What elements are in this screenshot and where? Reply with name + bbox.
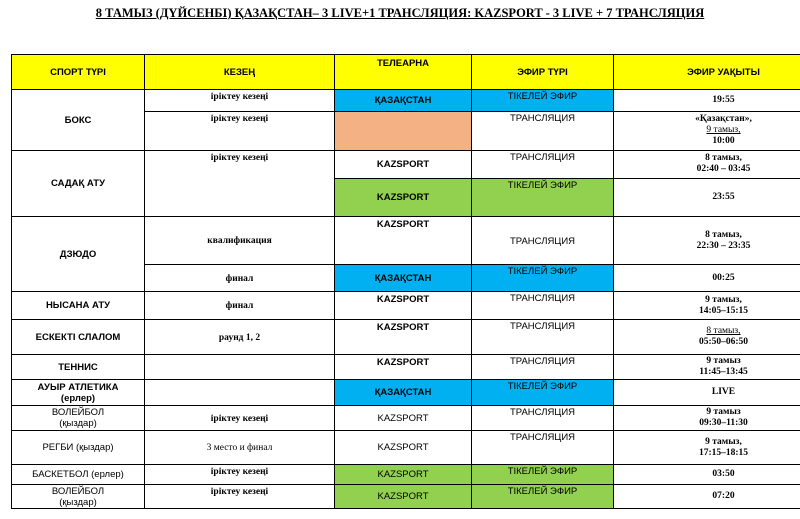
time-line: 11:45–13:45 (699, 367, 748, 377)
time-cell (614, 320, 800, 355)
type-cell: ТІКЕЛЕЙ ЭФИР (472, 380, 614, 406)
header-channel: ТЕЛЕАРНА (335, 55, 472, 90)
time-line: 14:05–15:15 (698, 305, 749, 316)
sport-cell: САДАҚ АТУ (12, 151, 145, 217)
header-sport: СПОРТ ТҮРІ (12, 55, 145, 90)
channel-cell: KAZSPORT (335, 431, 472, 465)
time-cell (614, 292, 800, 320)
time-line: «Қазақстан», (695, 114, 752, 124)
table-row (12, 292, 800, 320)
time-line: 9 тамыз (706, 356, 741, 366)
sport-cell: ТЕННИС (12, 355, 145, 380)
sport-cell: БАСКЕТБОЛ (ерлер) (12, 465, 145, 485)
time-cell (614, 406, 800, 431)
channel-cell: KAZSPORT (335, 406, 472, 431)
stage-cell: 3 место и финал (145, 431, 335, 465)
stage-cell: раунд 1, 2 (145, 320, 335, 355)
sport-line: ВОЛЕЙБОЛ (51, 407, 105, 418)
type-cell: ТРАНСЛЯЦИЯ (472, 431, 614, 465)
channel-cell: KAZSPORT (335, 355, 472, 380)
broadcast-schedule-table (11, 54, 800, 509)
time-cell: 00:25 (614, 265, 800, 292)
time-line: 9 тамыз, (705, 436, 742, 447)
time-cell (614, 151, 800, 179)
channel-cell: KAZSPORT (335, 217, 472, 265)
sport-line: АУЫР АТЛЕТИКА (37, 381, 119, 393)
time-line: 17:15–18:15 (698, 447, 749, 458)
sport-line: (қыздар) (59, 418, 97, 429)
stage-cell: іріктеу кезеңі (145, 406, 335, 431)
time-cell: 03:50 (614, 465, 800, 485)
time-cell: 19:55 (614, 90, 800, 112)
type-cell: ТІКЕЛЕЙ ЭФИР (472, 179, 614, 217)
time-cell: 07:20 (614, 485, 800, 509)
stage-cell (145, 355, 335, 380)
channel-cell: KAZSPORT (335, 485, 472, 509)
time-line: 10:00 (712, 136, 735, 146)
table-row (12, 90, 800, 112)
channel-cell: ҚАЗАҚСТАН (335, 265, 472, 292)
time-cell: 23:55 (614, 179, 800, 217)
table-row (12, 217, 800, 265)
channel-cell: ҚАЗАҚСТАН (335, 380, 472, 406)
type-cell: ТРАНСЛЯЦИЯ (472, 320, 614, 355)
time-line: 8 тамыз, (706, 326, 741, 336)
type-cell: ТІКЕЛЕЙ ЭФИР (472, 90, 614, 112)
table-row (12, 485, 800, 509)
sport-line: ВОЛЕЙБОЛ (51, 485, 105, 497)
type-cell: ТІКЕЛЕЙ ЭФИР (472, 265, 614, 292)
type-cell: ТРАНСЛЯЦИЯ (472, 112, 614, 151)
stage-cell: іріктеу кезеңі (145, 90, 335, 112)
time-line: 22:30 – 23:35 (696, 240, 751, 251)
type-cell: ТРАНСЛЯЦИЯ (472, 151, 614, 179)
time-line: 8 тамыз, (705, 153, 742, 163)
table-row (12, 406, 800, 431)
channel-cell (335, 112, 472, 151)
channel-cell: ҚАЗАҚСТАН (335, 90, 472, 112)
sport-cell: НЫСАНА АТУ (12, 292, 145, 320)
header-type: ЭФИР ТҮРІ (472, 55, 614, 90)
sport-line: (қыздар) (59, 496, 97, 508)
sport-cell: ЕСКЕКТІ СЛАЛОМ (12, 320, 145, 355)
table-row (12, 320, 800, 355)
header-time: ЭФИР УАҚЫТЫ (614, 55, 800, 90)
time-line: 09:30–11:30 (699, 418, 748, 428)
time-cell (614, 431, 800, 465)
table-row (12, 380, 800, 406)
time-line: 8 тамыз, (705, 229, 742, 240)
stage-cell: іріктеу кезеңі (145, 485, 335, 509)
table-row (12, 431, 800, 465)
time-line: 05:50–06:50 (698, 337, 749, 347)
channel-cell: KAZSPORT (335, 465, 472, 485)
table-row (12, 465, 800, 485)
channel-cell: KAZSPORT (335, 179, 472, 217)
type-cell: ТРАНСЛЯЦИЯ (472, 292, 614, 320)
sport-cell (12, 485, 145, 509)
time-cell (614, 112, 800, 151)
stage-cell: финал (145, 292, 335, 320)
time-cell (614, 355, 800, 380)
time-line: 02:40 – 03:45 (696, 164, 751, 174)
sport-cell: БОКС (12, 90, 145, 151)
table-row (12, 355, 800, 380)
channel-cell: KAZSPORT (335, 320, 472, 355)
channel-cell: KAZSPORT (335, 151, 472, 179)
header-row (12, 55, 800, 90)
sport-cell: ДЗЮДО (12, 217, 145, 292)
time-line: 9 тамыз (706, 407, 741, 417)
type-cell: ТРАНСЛЯЦИЯ (472, 355, 614, 380)
time-line: 9 тамыз, (706, 125, 741, 135)
sport-cell: РЕГБИ (қыздар) (12, 431, 145, 465)
type-cell: ТРАНСЛЯЦИЯ (472, 406, 614, 431)
time-cell: LIVE (614, 380, 800, 406)
sport-cell (12, 380, 145, 406)
time-line: 9 тамыз, (705, 294, 742, 305)
sport-cell (12, 406, 145, 431)
stage-cell (145, 380, 335, 406)
header-stage: КЕЗЕҢ (145, 55, 335, 90)
type-cell: ТІКЕЛЕЙ ЭФИР (472, 465, 614, 485)
stage-cell: іріктеу кезеңі (145, 112, 335, 151)
type-cell: ТІКЕЛЕЙ ЭФИР (472, 485, 614, 509)
stage-cell: квалификация (145, 217, 335, 265)
page-title: 8 ТАМЫЗ (ДҮЙСЕНБІ) ҚАЗАҚСТАН– 3 LIVE+1 ТРАНСЛЯЦИЯ: KAZSPORT - 3 LIVE + 7 ТРАНСЛЯЦИЯ (95, 6, 705, 20)
time-cell (614, 217, 800, 265)
type-cell: ТРАНСЛЯЦИЯ (472, 217, 614, 265)
stage-cell: финал (145, 265, 335, 292)
table-row (12, 151, 800, 179)
stage-cell: іріктеу кезеңі (145, 465, 335, 485)
stage-cell: іріктеу кезеңі (145, 151, 335, 217)
sport-line: (ерлер) (60, 392, 96, 404)
channel-cell: KAZSPORT (335, 292, 472, 320)
